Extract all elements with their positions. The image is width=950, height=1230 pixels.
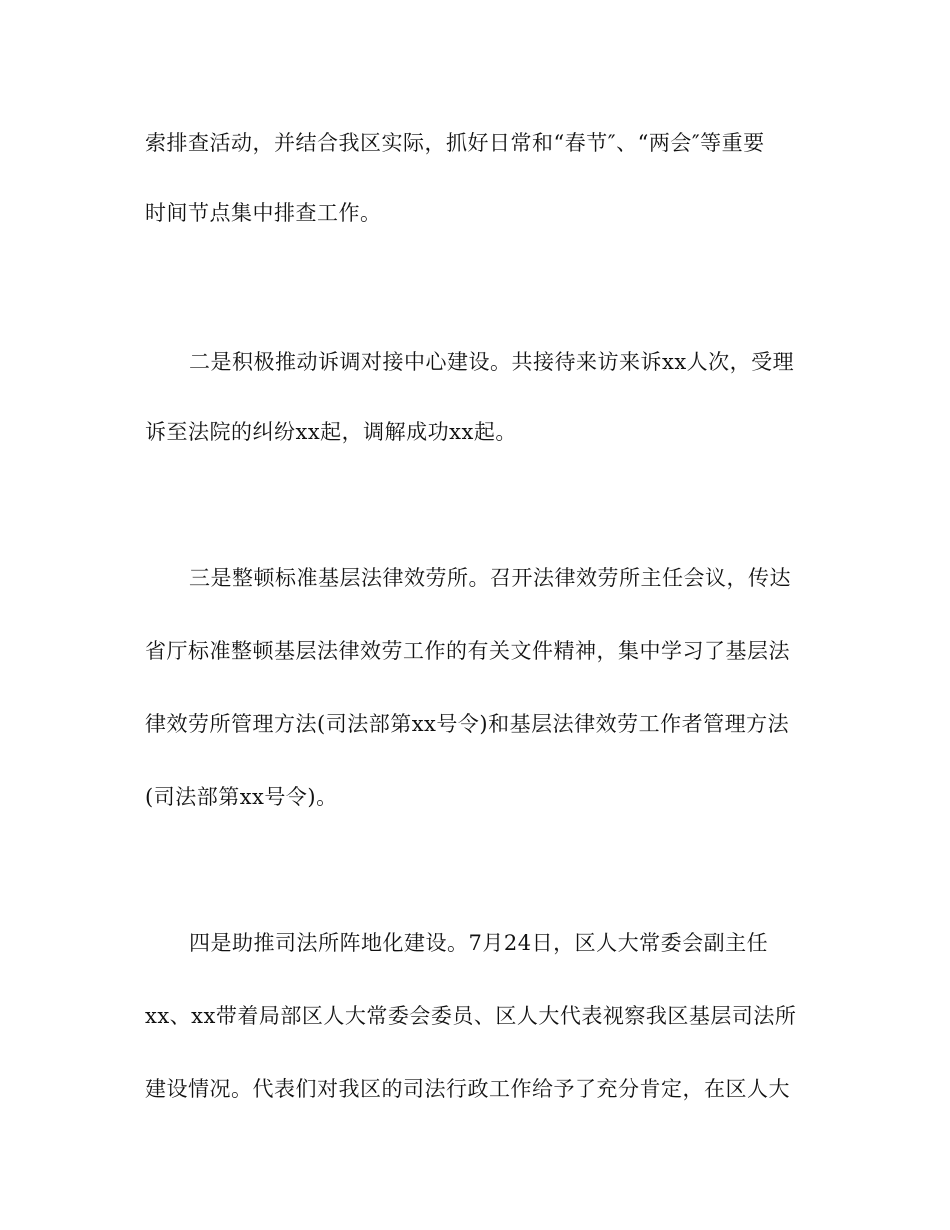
text-line: 建设情况。代表们对我区的司法行政工作给予了充分肯定，在区人大: [145, 1077, 790, 1101]
text-line: 诉至法院的纠纷xx起，调解成功xx起。: [145, 420, 517, 444]
text-line: 四是助推司法所阵地化建设。7月24日，区人大常委会副主任: [189, 931, 769, 955]
text-line: 索排查活动，并结合我区实际，抓好日常和“春节″、“两会″等重要: [145, 131, 765, 155]
text-line: 省厅标准整顿基层法律效劳工作的有关文件精神，集中学习了基层法: [145, 639, 790, 663]
text-line: 时间节点集中排查工作。: [145, 201, 382, 225]
text-line: 律效劳所管理方法(司法部第xx号令)和基层法律效劳工作者管理方法: [145, 712, 790, 736]
text-line: (司法部第xx号令)。: [145, 785, 338, 809]
text-line: xx、xx带着局部区人大常委会委员、区人大代表视察我区基层司法所: [145, 1004, 797, 1028]
text-line: 二是积极推动诉调对接中心建设。共接待来访来诉xx人次，受理: [189, 350, 795, 374]
text-line: 三是整顿标准基层法律效劳所。召开法律效劳所主任会议，传达: [189, 566, 791, 590]
